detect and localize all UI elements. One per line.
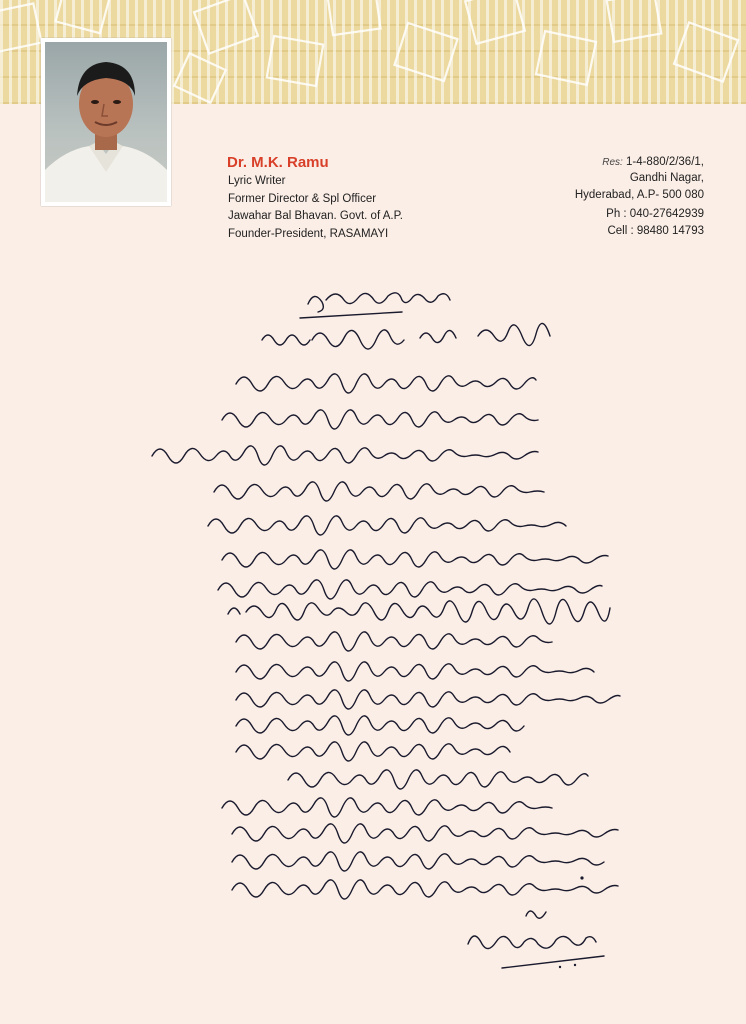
address-line-3: Hyderabad, A.P- 500 080 <box>574 189 704 201</box>
title-founder-president: Founder-President, RASAMAYI <box>228 228 389 240</box>
res-label: Res: <box>602 157 623 168</box>
handwritten-heading <box>300 293 450 318</box>
handwritten-signature <box>468 911 604 968</box>
cell-number: Cell : 98480 14793 <box>607 225 704 237</box>
title-lyric-writer: Lyric Writer <box>228 175 286 187</box>
title-former-director: Former Director & Spl Officer <box>228 193 377 205</box>
handwritten-body <box>152 323 620 899</box>
address-house-number: 1-4-880/2/36/1, <box>625 156 704 168</box>
title-bal-bhavan: Jawahar Bal Bhavan. Govt. of A.P. <box>228 210 403 222</box>
address-line-2: Gandhi Nagar, <box>629 172 704 184</box>
letterhead-name: Dr. M.K. Ramu <box>227 154 329 171</box>
phone-number: Ph : 040-27642939 <box>606 208 704 220</box>
